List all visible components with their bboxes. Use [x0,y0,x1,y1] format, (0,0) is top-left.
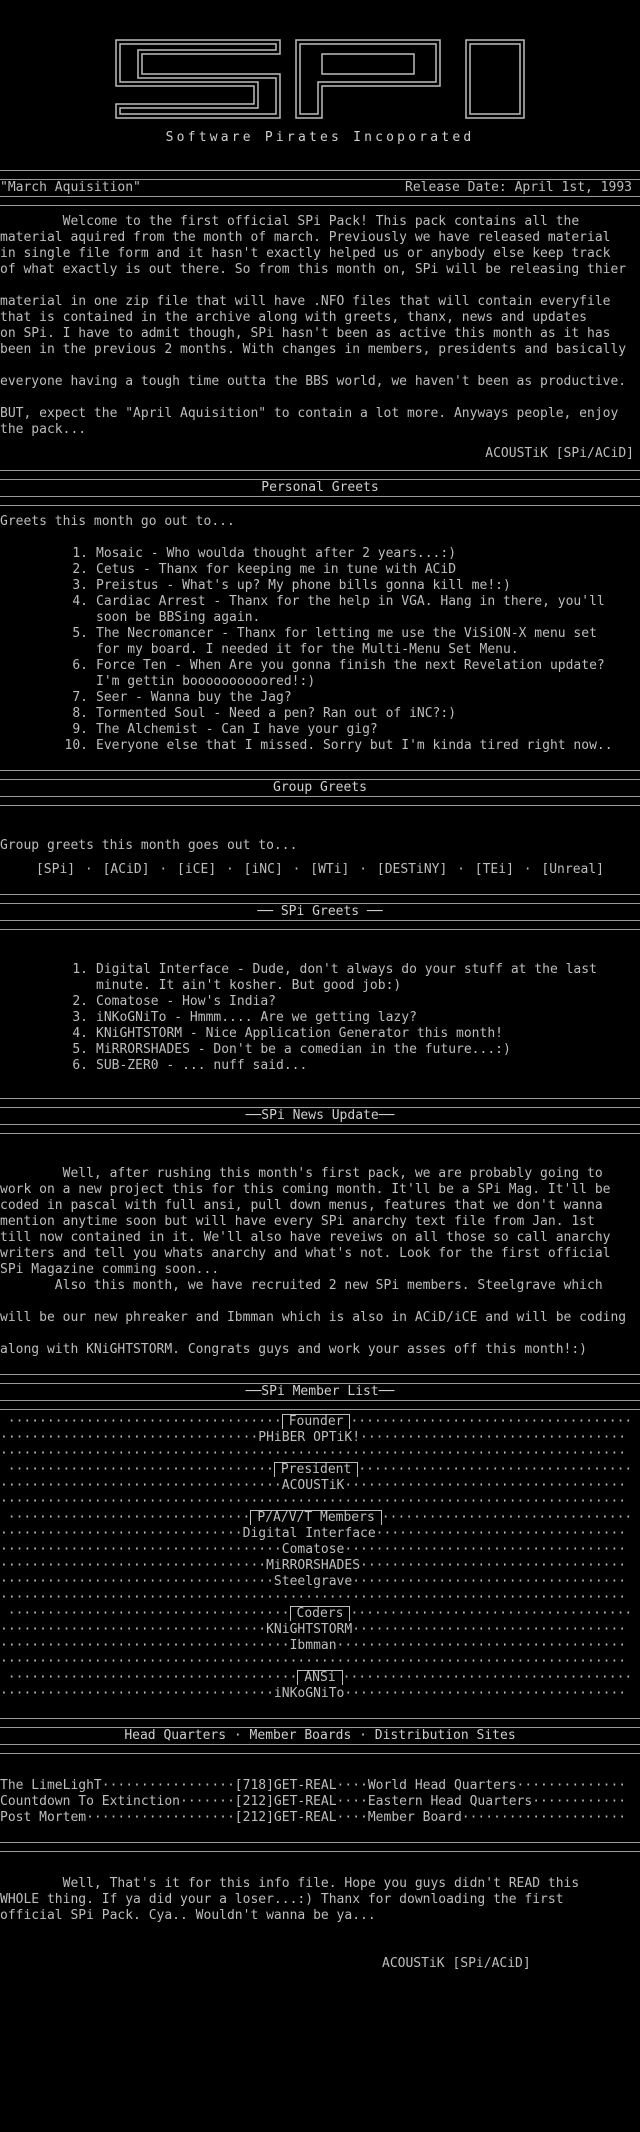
member-role: ····································· ANSi ····································· [7,1670,633,1685]
divider [0,1718,640,1728]
site-row: The LimeLighT·················[718]GET-REAL····World Head Quarters·············· [0,1778,627,1793]
list-text: The Alchemist - Can I have your gig? [96,722,378,737]
intro-paragraph-2: material in one zip file that will have .NFO files that will contain everyfile that is contained in the archive along with greets, thanx, news and updates on SPi. I have to admit though, SPi hasn't been as active this month as it has been in the previous 2 months. With changes in members, presidents and basically [0,294,627,357]
dot-leader: ················································································ [0,1590,627,1605]
member-name: ·································PHiBER OPTiK!·································· [0,1430,627,1445]
divider [0,920,640,930]
divider [0,894,640,904]
member-name: ··································KNiGHTSTORM··································· [0,1622,627,1637]
closing-signature: ACOUSTiK [SPi/ACiD] [382,1956,531,1971]
list-number: 5. [72,1042,88,1057]
pack-name: "March Aquisition" [0,180,141,195]
divider [0,1842,640,1852]
group-greets-lead: Group greets this month goes out to... [0,838,298,853]
release-date: April 1st, 1993 [514,180,632,195]
dot-leader: ················································································ [0,1494,627,1509]
personal-greet-item [0,722,640,738]
news-paragraph-1: Well, after rushing this month's first pack, we are probably going to work on a new project this for this coming month. It'll be a SPi Mag. It'll be coded in pascal with full ansi, pull down menus, features that we don't wanna mention anytime soon but will have every SPi anarchy text file from Jan. 1st till now contained in it. We'll also have reveiws on all those so call anarchy writers and tell you whats anarchy and what's not. Look for the first official SPi Magazine comming soon... Also this month, we have recruited 2 new SPi members. Steelgrave which [0,1166,611,1293]
member-role: ··································· Founder ···································· [7,1414,633,1429]
list-text: SUB-ZER0 - ... nuff said... [96,1058,308,1073]
intro-paragraph-3: everyone having a tough time outta the BBS world, we haven't been as productive. [0,374,627,389]
list-number: 5. [72,626,88,641]
list-text: Cetus - Thanx for keeping me in tune with ACiD [96,562,457,577]
member-name: ·····································Ibmman····································· [0,1638,627,1653]
site-list [0,1778,640,1826]
personal-greet-item [0,562,640,578]
list-number: 9. [72,722,88,737]
member-role: ·································· President ··································· [7,1462,633,1477]
member-name: ···································iNKoGNiTo···································· [0,1686,627,1701]
list-number: 4. [72,1026,88,1041]
personal-greets-title: Personal Greets [261,480,379,495]
intro-signature: ACOUSTiK [SPi/ACiD] [485,446,634,461]
list-text: Seer - Wanna buy the Jag? [96,690,292,705]
list-text: Mosaic - Who woulda thought after 2 years...:) [96,546,457,561]
list-number: 3. [72,1010,88,1025]
pack-header [0,180,640,196]
list-text: MiRRORSHADES - Don't be a comedian in the future...:) [96,1042,511,1057]
dot-leader: ················································································ [0,1446,627,1461]
list-text: The Necromancer - Thanx for letting me use the ViSiON-X menu set for my board. I needed it for the Multi-Menu Set Menu. [96,626,597,657]
group-greets-title: Group Greets [273,780,367,795]
sites-title: Head Quarters · Member Boards · Distribution Sites [124,1728,516,1743]
divider [0,496,640,506]
spi-greet-item [0,962,640,994]
nfo-document [0,36,640,1972]
divider [0,1374,640,1384]
list-text: KNiGHTSTORM - Nice Application Generator this month! [96,1026,503,1041]
personal-greets-list [0,546,640,754]
divider [0,796,640,806]
intro-paragraph-4: BUT, expect the "April Aquisition" to contain a lot more. Anyways people, enjoy the pack... [0,406,619,437]
member-role: ······························· P/A/V/T Members ································ [7,1510,633,1525]
personal-greet-item [0,658,640,690]
list-number: 6. [72,1058,88,1073]
member-role: ···································· Coders ···································· [7,1606,633,1621]
site-row: Countdown To Extinction·······[212]GET-REAL····Eastern Head Quarters············ [0,1794,627,1809]
release-info: Release Date: April 1st, 1993 [405,180,632,195]
list-number: 2. [72,562,88,577]
personal-greet-item [0,626,640,658]
list-number: 6. [72,658,88,673]
closing-paragraph: Well, That's it for this info file. Hope you guys didn't READ this WHOLE thing. If ya did your a loser...:) Thanx for downloading the first official SPi Pack. Cya.. Wouldn't wanna be ya... [0,1876,580,1923]
spi-greet-item [0,994,640,1010]
list-number: 1. [72,546,88,561]
member-list-title: ──SPi Member List── [245,1384,395,1399]
member-name: ····································Comatose···································· [0,1542,627,1557]
list-text: Digital Interface - Dude, don't always do your stuff at the last minute. It ain't kosher. But good job:) [96,962,597,993]
divider [0,1098,640,1108]
divider [0,470,640,480]
divider [0,196,640,206]
list-text: Force Ten - When Are you gonna finish the next Revelation update? I'm gettin boooooooooored!:) [96,658,605,689]
member-list [0,1414,640,1702]
dot-leader: ················································································ [0,1654,627,1669]
divider [0,770,640,780]
personal-greet-item [0,690,640,706]
news-paragraph-2: will be our new phreaker and Ibmman which is also in ACiD/iCE and will be coding [0,1310,627,1325]
list-number: 2. [72,994,88,1009]
list-text: Tormented Soul - Need a pen? Ran out of iNC?:) [96,706,457,721]
news-title: ──SPi News Update── [245,1108,395,1123]
list-number: 4. [72,594,88,609]
list-text: Everyone else that I missed. Sorry but I'm kinda tired right now.. [96,738,613,753]
list-text: Comatose - How's India? [96,994,277,1009]
spi-greets-title: ── SPi Greets ── [257,904,383,919]
divider [0,1124,640,1134]
list-number: 7. [72,690,88,705]
tagline: Software Pirates Incoporated [165,130,475,145]
spi-greet-item [0,1042,640,1058]
personal-greet-item [0,738,640,754]
group-greets-line: [SPi] · [ACiD] · [iCE] · [iNC] · [WTi] · [DESTiNY] · [TEi] · [Unreal] [35,862,605,877]
divider [0,1400,640,1410]
spi-greet-item [0,1026,640,1042]
member-name: ···································Steelgrave··································· [0,1574,627,1589]
divider [0,1744,640,1754]
list-number: 8. [72,706,88,721]
divider [0,170,640,180]
list-number: 10. [64,738,88,753]
personal-greet-item [0,546,640,562]
personal-greet-item [0,578,640,594]
member-name: ·······························Digital Interface································ [0,1526,627,1541]
list-number: 3. [72,578,88,593]
member-name: ··································MiRRORSHADES·································· [0,1558,627,1573]
member-name: ····································ACOUSTiK···································· [0,1478,627,1493]
spi-greets-list [0,962,640,1074]
list-number: 1. [72,962,88,977]
personal-greet-item [0,706,640,722]
list-text: iNKoGNiTo - Hmmm.... Are we getting lazy? [96,1010,417,1025]
spi-greet-item [0,1010,640,1026]
spi-greet-item [0,1058,640,1074]
intro-paragraph-1: Welcome to the first official SPi Pack! This pack contains all the material aquired from the month of march. Previously we have released material in single file form and it hasn't exactly helped us or anybody else keep track of what exactly is out there. So from this month on, SPi will be releasing thier [0,214,627,277]
personal-greet-item [0,594,640,626]
news-paragraph-3: along with KNiGHTSTORM. Congrats guys and work your asses off this month!:) [0,1342,587,1357]
personal-greets-lead: Greets this month go out to... [0,514,235,529]
list-text: Preistus - What's up? My phone bills gonna kill me!:) [96,578,511,593]
site-row: Post Mortem···················[212]GET-REAL····Member Board····················· [0,1810,627,1825]
spi-logo [110,36,530,122]
list-text: Cardiac Arrest - Thanx for the help in VGA. Hang in there, you'll soon be BBSing again. [96,594,605,625]
